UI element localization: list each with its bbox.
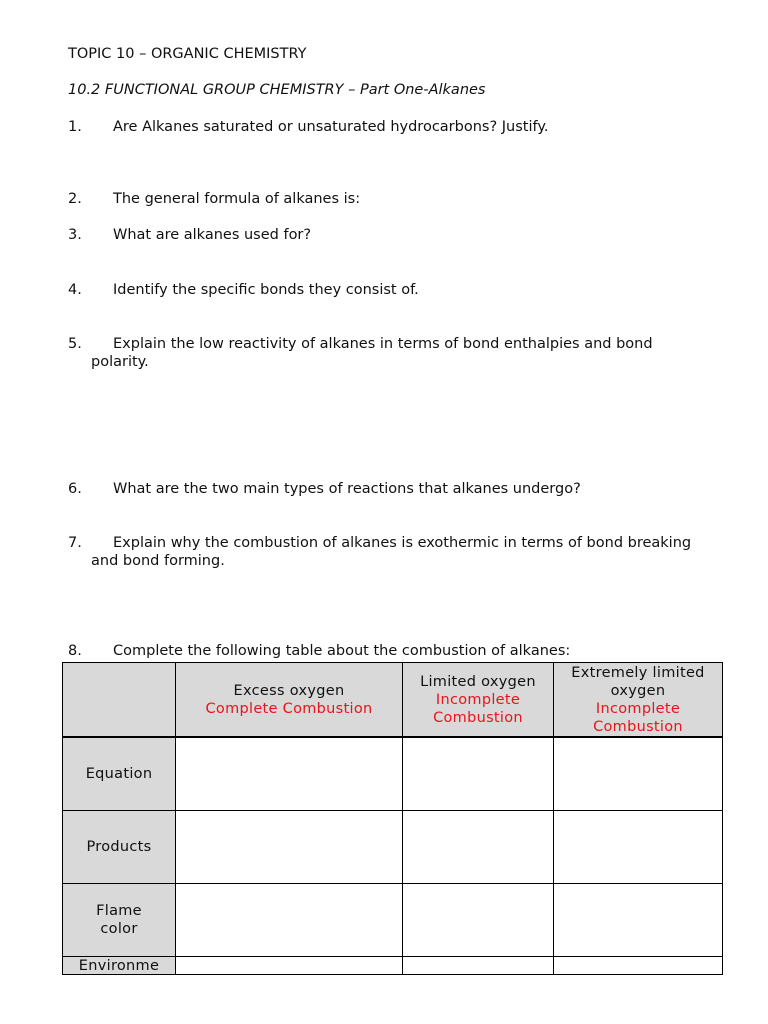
column-header-limited xyxy=(403,663,554,738)
row-label-environment: Environme xyxy=(63,957,176,975)
question-3 xyxy=(68,227,311,243)
answer-cell[interactable] xyxy=(554,884,723,957)
column-label: Excess oxygen xyxy=(233,682,345,699)
question-7-continued: and bond forming. xyxy=(91,553,225,569)
combustion-table xyxy=(62,662,723,975)
column-sublabel: Incomplete Combustion xyxy=(593,700,683,735)
answer-cell[interactable] xyxy=(554,957,723,975)
row-label-flame-color: Flame color xyxy=(63,884,176,957)
column-header-extremely-limited xyxy=(554,663,723,738)
page-title: TOPIC 10 – ORGANIC CHEMISTRY xyxy=(68,46,307,62)
answer-cell[interactable] xyxy=(403,811,554,884)
question-number: 2. xyxy=(68,191,82,207)
question-5 xyxy=(68,336,653,352)
column-sublabel: Incomplete Combustion xyxy=(433,691,523,726)
question-text: Complete the following table about the combustion of alkanes: xyxy=(113,643,571,659)
question-number: 1. xyxy=(68,119,82,135)
question-1 xyxy=(68,119,548,135)
question-number: 7. xyxy=(68,535,82,551)
answer-cell[interactable] xyxy=(176,957,403,975)
question-text: What are the two main types of reactions that alkanes undergo? xyxy=(113,481,581,497)
answer-cell[interactable] xyxy=(403,957,554,975)
table-row xyxy=(63,884,723,957)
column-label: Limited oxygen xyxy=(420,673,536,690)
row-label-products: Products xyxy=(63,811,176,884)
column-sublabel: Complete Combustion xyxy=(205,700,373,717)
column-label: Extremely limited oxygen xyxy=(571,664,705,699)
answer-cell[interactable] xyxy=(554,811,723,884)
table-header-row xyxy=(63,663,723,738)
table-row xyxy=(63,811,723,884)
question-text: The general formula of alkanes is: xyxy=(113,191,361,207)
table-row xyxy=(63,957,723,975)
row-label-equation: Equation xyxy=(63,737,176,811)
question-number: 4. xyxy=(68,282,82,298)
question-text: What are alkanes used for? xyxy=(113,227,312,243)
question-4 xyxy=(68,282,419,298)
answer-cell[interactable] xyxy=(403,737,554,811)
question-text: Explain the low reactivity of alkanes in terms of bond enthalpies and bond xyxy=(113,336,653,352)
question-text: Explain why the combustion of alkanes is exothermic in terms of bond breaking xyxy=(113,535,692,551)
section-subtitle: 10.2 FUNCTIONAL GROUP CHEMISTRY – Part One-Alkanes xyxy=(68,82,486,98)
question-text: Are Alkanes saturated or unsaturated hydrocarbons? Justify. xyxy=(113,119,549,135)
answer-cell[interactable] xyxy=(176,884,403,957)
question-number: 8. xyxy=(68,643,82,659)
question-6 xyxy=(68,481,581,497)
answer-cell[interactable] xyxy=(176,737,403,811)
question-text: Identify the specific bonds they consist of. xyxy=(113,282,419,298)
answer-cell[interactable] xyxy=(176,811,403,884)
question-number: 6. xyxy=(68,481,82,497)
question-number: 3. xyxy=(68,227,82,243)
corner-cell xyxy=(63,663,176,738)
answer-cell[interactable] xyxy=(403,884,554,957)
column-header-excess xyxy=(176,663,403,738)
answer-cell[interactable] xyxy=(554,737,723,811)
question-2 xyxy=(68,191,360,207)
question-number: 5. xyxy=(68,336,82,352)
question-7 xyxy=(68,535,691,551)
table-row xyxy=(63,737,723,811)
question-5-continued: polarity. xyxy=(91,354,149,370)
question-8 xyxy=(68,643,570,659)
